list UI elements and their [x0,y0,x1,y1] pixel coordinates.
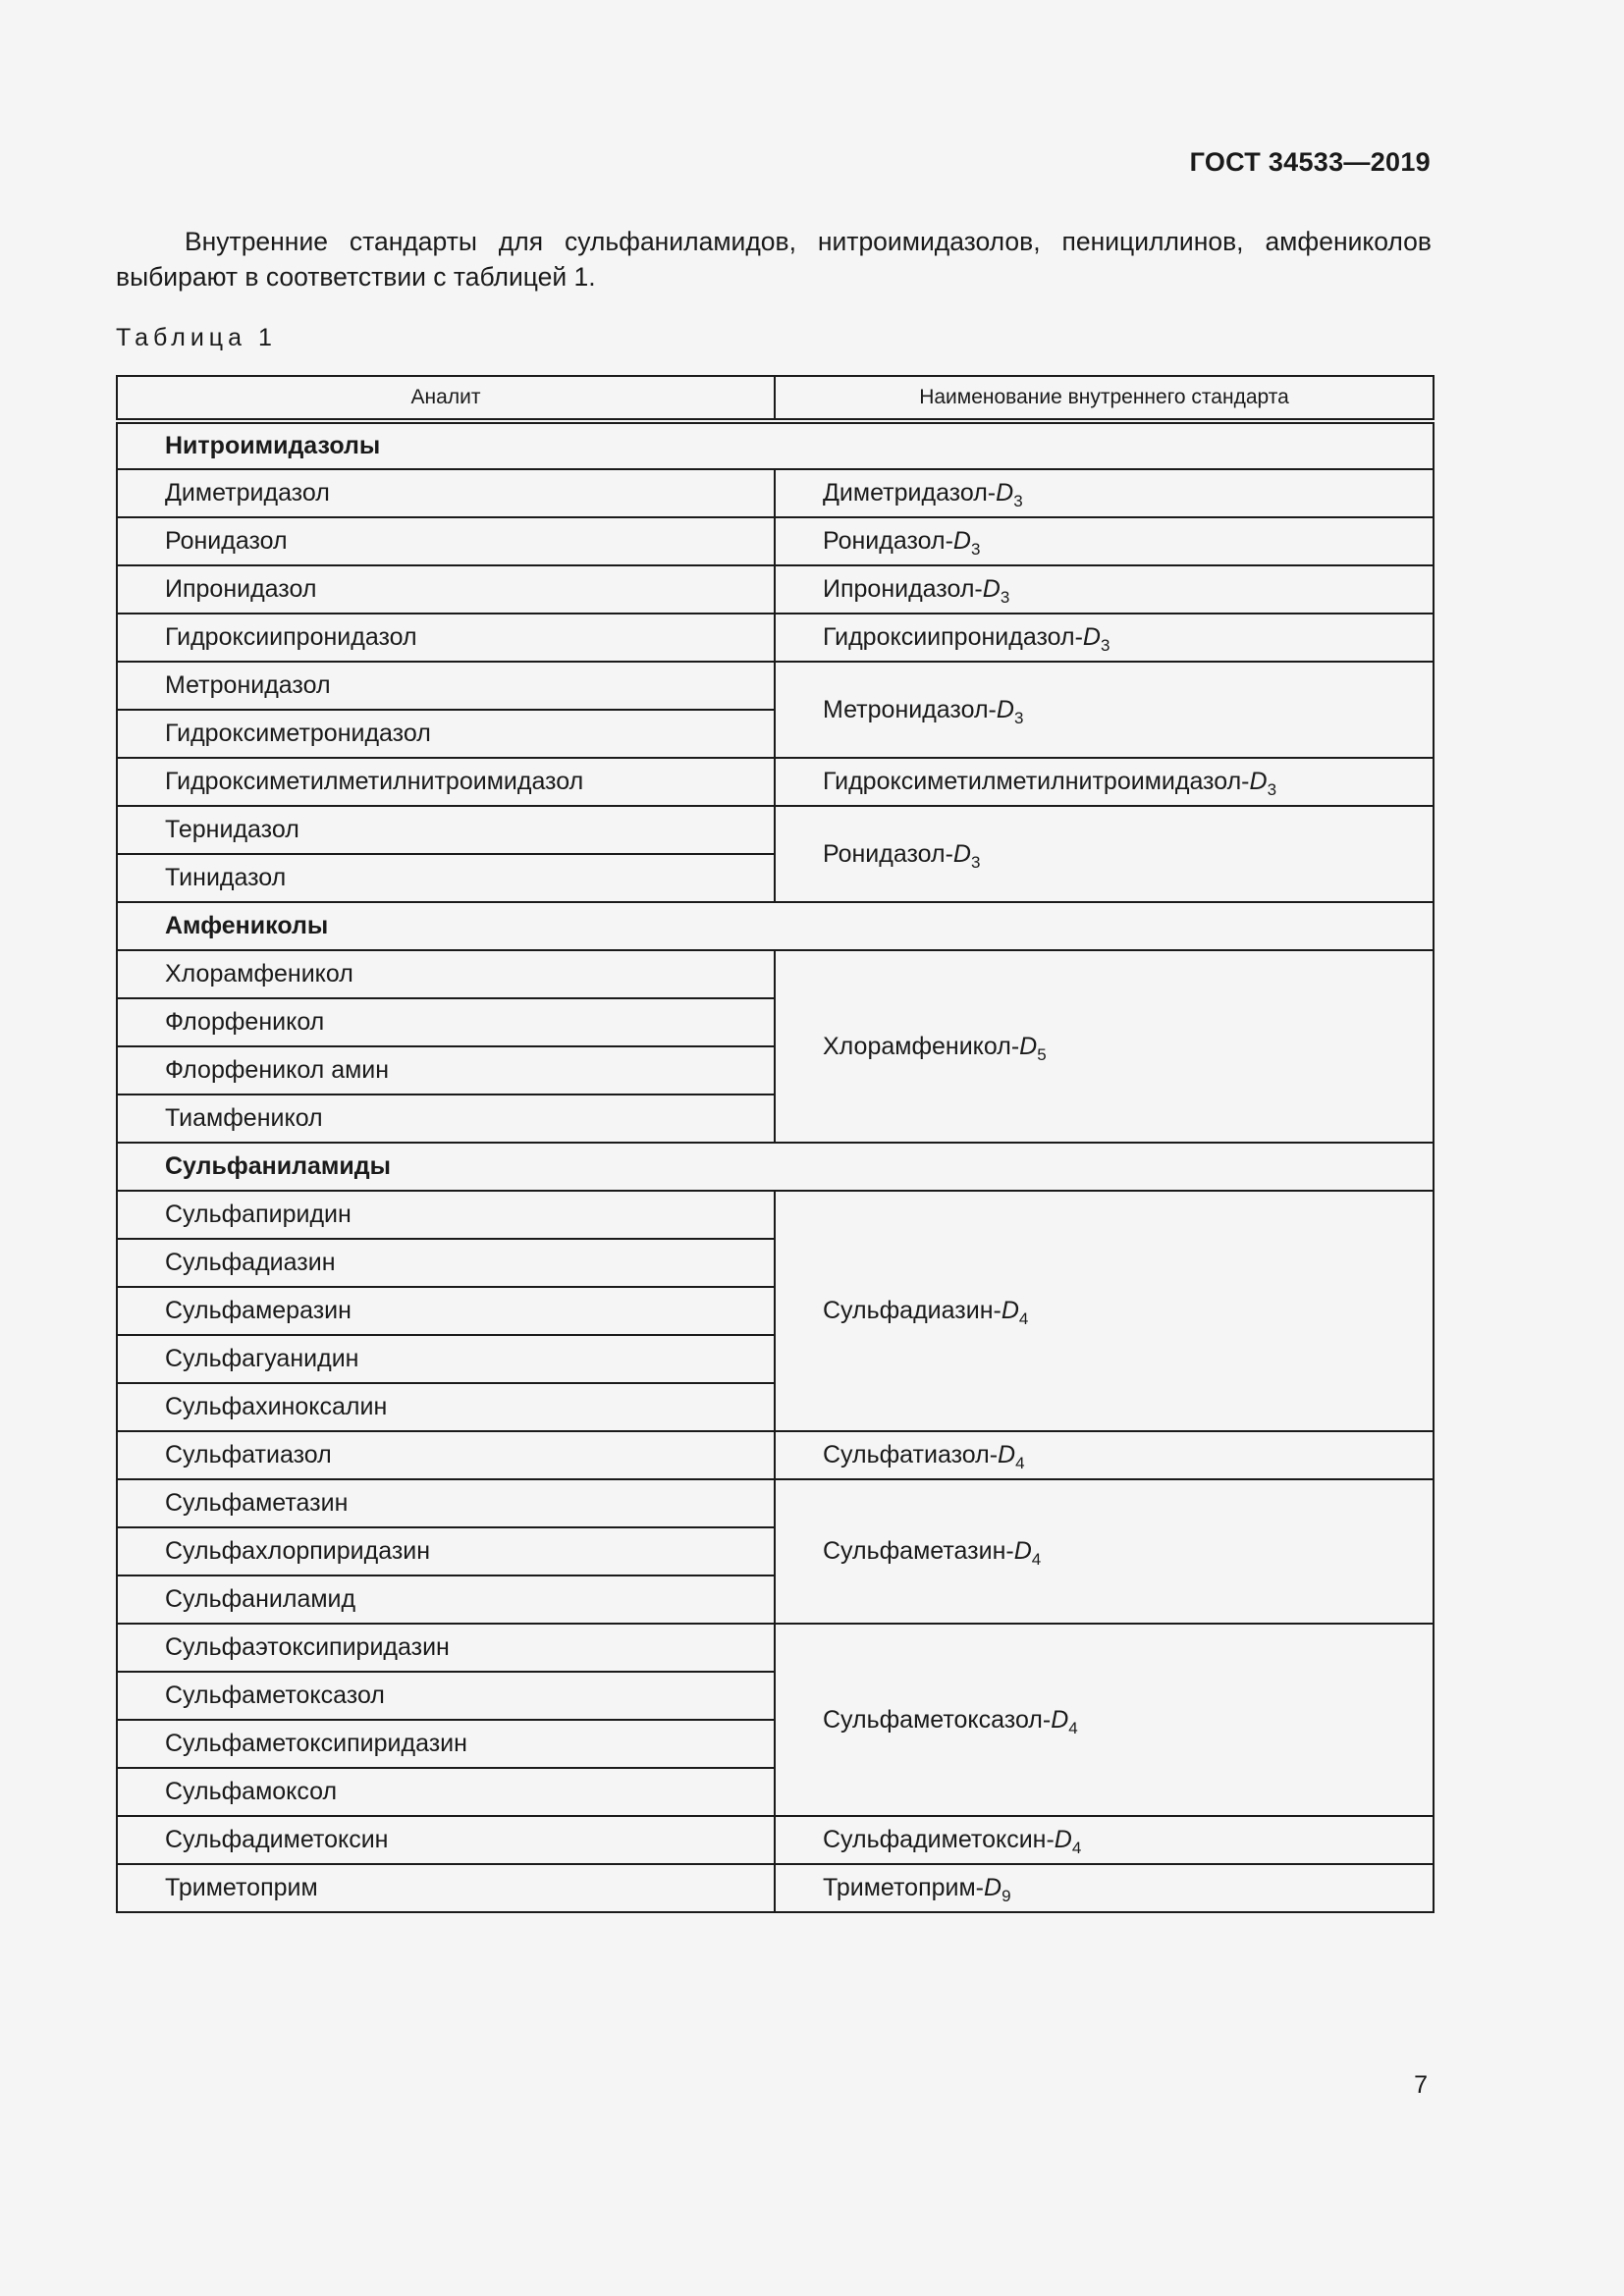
analyte-cell: Хлорамфеникол [117,950,775,998]
analyte-cell: Сульфахлорпиридазин [117,1527,775,1575]
analyte-cell: Сульфадиазин [117,1239,775,1287]
intro-paragraph: Внутренние стандарты для сульфаниламидов, нитроимидазолов, пенициллинов, амфениколов выбирают в соответствии с таблицей 1. [116,227,1432,292]
analyte-cell: Сульфадиметоксин [117,1816,775,1864]
standard-cell: Сульфадиметоксин-$D_4$ [775,1816,1434,1864]
standard-cell: Ипронидазол-$D_3$ [775,565,1434,614]
standard-cell: Гидроксиметилметилнитроимидазол-$D_3$ [775,758,1434,806]
table-row [117,469,1434,517]
analyte-cell: Сульфаметоксипиридазин [117,1720,775,1768]
analyte-cell: Ронидазол [117,517,775,565]
analyte-cell: Сульфаниламид [117,1575,775,1624]
table-caption: Таблица 1 [116,324,277,351]
standard-cell: Триметоприм-$D_9$ [775,1864,1434,1912]
table-row [117,1479,1434,1527]
standard-cell: Метронидазол-$D_3$ [775,662,1434,758]
standard-cell: Сульфадиазин-$D_4$ [775,1191,1434,1431]
header-internal-standard: Наименование внутреннего стандарта [775,376,1434,421]
header-analyte: Аналит [117,376,775,421]
table-row [117,1191,1434,1239]
standard-cell: Ронидазол-$D_3$ [775,517,1434,565]
analyte-cell: Сульфамеразин [117,1287,775,1335]
group-row [117,902,1434,950]
analyte-cell: Триметоприм [117,1864,775,1912]
analyte-cell: Диметридазол [117,469,775,517]
analyte-cell: Тиамфеникол [117,1095,775,1143]
analyte-cell: Сульфамоксол [117,1768,775,1816]
table-row [117,565,1434,614]
group-sulfonamides: Сульфаниламиды [117,1143,1434,1191]
analyte-cell: Ипронидазол [117,565,775,614]
analyte-cell: Метронидазол [117,662,775,710]
table-row [117,614,1434,662]
analyte-cell: Гидроксиипронидазол [117,614,775,662]
table-row [117,1864,1434,1912]
standard-cell: Сульфаметазин-$D_4$ [775,1479,1434,1624]
analyte-cell: Сульфатиазол [117,1431,775,1479]
group-row [117,421,1434,469]
document-code: ГОСТ 34533—2019 [1189,147,1431,177]
analyte-cell: Гидроксиметронидазол [117,710,775,758]
table-row [117,758,1434,806]
analyte-cell: Гидроксиметилметилнитроимидазол [117,758,775,806]
table-row [117,1431,1434,1479]
analyte-cell: Сульфаэтоксипиридазин [117,1624,775,1672]
standard-cell: Хлорамфеникол-$D_5$ [775,950,1434,1143]
analyte-cell: Флорфеникол [117,998,775,1046]
standard-cell: Гидроксиипронидазол-$D_3$ [775,614,1434,662]
analyte-cell: Тинидазол [117,854,775,902]
standard-cell: Диметридазол-$D_3$ [775,469,1434,517]
analyte-cell: Флорфеникол амин [117,1046,775,1095]
table-row [117,806,1434,854]
analyte-cell: Сульфагуанидин [117,1335,775,1383]
table-row [117,950,1434,998]
standard-cell: Ронидазол-$D_3$ [775,806,1434,902]
table-row [117,662,1434,710]
table-row [117,1816,1434,1864]
group-amphenicols: Амфениколы [117,902,1434,950]
table-row [117,1624,1434,1672]
group-row [117,1143,1434,1191]
table-row [117,517,1434,565]
analyte-cell: Тернидазол [117,806,775,854]
standard-cell: Сульфатиазол-$D_4$ [775,1431,1434,1479]
page-number: 7 [1414,2071,1428,2099]
table-header-row [117,376,1434,421]
standard-cell: Сульфаметоксазол-$D_4$ [775,1624,1434,1816]
analyte-cell: Сульфахиноксалин [117,1383,775,1431]
analyte-cell: Сульфапиридин [117,1191,775,1239]
group-nitroimidazoles: Нитроимидазолы [117,421,1434,469]
analyte-cell: Сульфаметоксазол [117,1672,775,1720]
internal-standards-table [116,375,1435,1913]
analyte-cell: Сульфаметазин [117,1479,775,1527]
